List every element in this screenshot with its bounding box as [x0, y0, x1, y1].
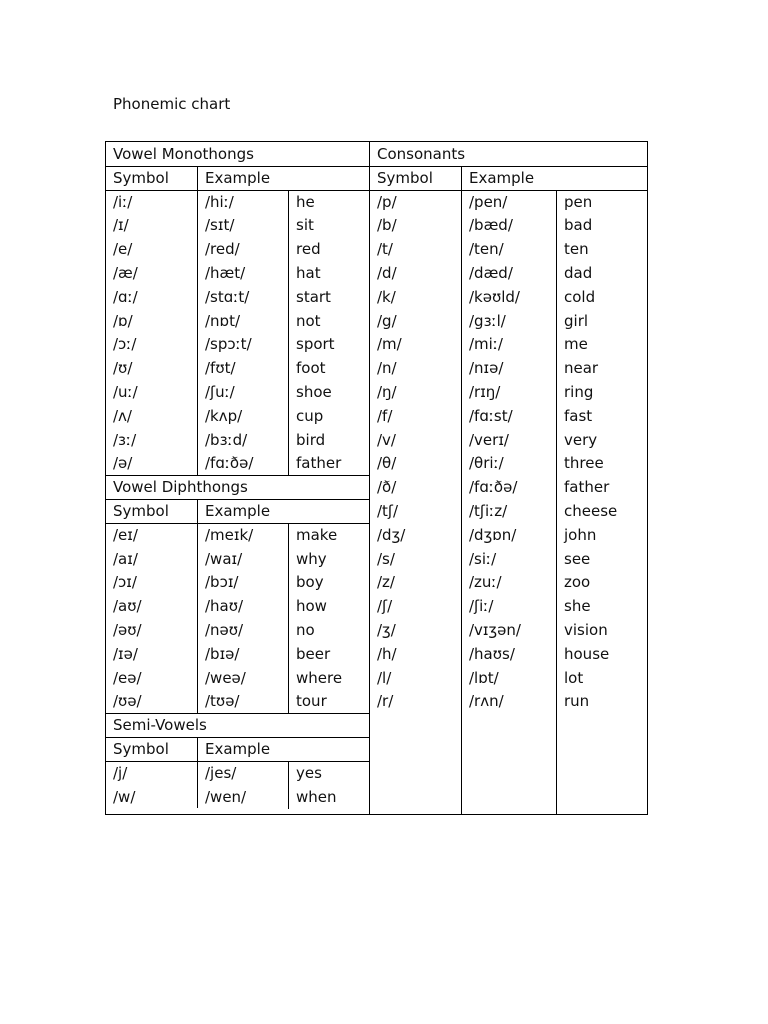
symbol-header: Symbol — [113, 740, 169, 758]
example-ipa: /waɪ/ — [205, 549, 243, 568]
section-heading: Vowel Monothongs — [113, 145, 254, 163]
phoneme-symbol: /r/ — [377, 692, 394, 711]
symbol-header: Symbol — [113, 502, 169, 520]
example-ipa: /nɒt/ — [205, 311, 241, 330]
section-divider — [106, 713, 369, 714]
example-ipa: /dæd/ — [469, 264, 513, 282]
example-ipa: /haʊ/ — [205, 597, 244, 616]
example-word: start — [296, 287, 331, 306]
phoneme-symbol: /k/ — [377, 287, 396, 306]
example-ipa: /tʊə/ — [205, 692, 240, 711]
phonemic-chart-table — [105, 141, 648, 815]
phoneme-symbol: /s/ — [377, 549, 395, 568]
phoneme-symbol: /aɪ/ — [113, 549, 138, 568]
column-rule — [556, 190, 557, 815]
example-word: tour — [296, 692, 327, 711]
section-heading: Vowel Diphthongs — [113, 478, 248, 497]
example-ipa: /tʃiːz/ — [469, 502, 508, 520]
phoneme-symbol: /əʊ/ — [113, 621, 142, 639]
example-word: how — [296, 597, 327, 616]
example-ipa: /hæt/ — [205, 264, 246, 282]
example-ipa: /fɑːst/ — [469, 406, 513, 425]
example-word: sit — [296, 216, 314, 235]
example-word: bird — [296, 430, 326, 449]
example-word: near — [564, 359, 599, 378]
phoneme-symbol: /θ/ — [377, 454, 397, 473]
example-word: make — [296, 525, 338, 544]
example-word: beer — [296, 644, 331, 663]
phoneme-symbol: /w/ — [113, 787, 136, 806]
example-header: Example — [205, 740, 271, 758]
example-ipa: /kʌp/ — [205, 406, 243, 425]
example-ipa: /ʃiː/ — [469, 597, 494, 616]
example-word: run — [564, 692, 590, 711]
example-word: fast — [564, 406, 593, 425]
phoneme-symbol: /ɑː/ — [113, 287, 138, 306]
section-divider — [106, 475, 369, 476]
example-word: shoe — [296, 383, 332, 401]
example-ipa: /nɪə/ — [469, 359, 504, 378]
symbol-header: Symbol — [113, 168, 169, 187]
phoneme-symbol: /j/ — [113, 763, 128, 782]
phoneme-symbol: /ə/ — [113, 454, 133, 473]
example-word: when — [296, 787, 337, 806]
example-ipa: /siː/ — [469, 549, 497, 568]
column-rule — [288, 523, 289, 713]
example-word: cup — [296, 406, 324, 425]
header-rule — [106, 190, 369, 191]
column-rule — [288, 190, 289, 476]
example-word: red — [296, 240, 321, 259]
example-word: father — [296, 454, 342, 473]
phoneme-symbol: /ɪ/ — [113, 216, 129, 235]
section-heading: Semi-Vowels — [113, 716, 207, 735]
phoneme-symbol: /tʃ/ — [377, 502, 399, 520]
example-word: me — [564, 335, 588, 354]
phoneme-symbol: /t/ — [377, 240, 393, 259]
example-ipa: /fɑːðə/ — [205, 454, 254, 473]
example-ipa: /fʊt/ — [205, 359, 236, 378]
center-divider — [369, 142, 370, 815]
example-word: see — [564, 549, 591, 568]
phoneme-symbol: /ɒ/ — [113, 311, 133, 330]
phoneme-symbol: /m/ — [377, 335, 402, 354]
phoneme-symbol: /ʊə/ — [113, 692, 142, 711]
example-ipa: /lɒt/ — [469, 668, 499, 687]
example-word: hat — [296, 264, 321, 282]
example-ipa: /bɪə/ — [205, 644, 240, 663]
example-word: three — [564, 454, 604, 473]
example-word: ten — [564, 240, 589, 259]
phoneme-symbol: /eə/ — [113, 668, 142, 687]
example-ipa: /hiː/ — [205, 192, 234, 211]
example-word: ring — [564, 383, 594, 401]
phoneme-symbol: /p/ — [377, 192, 397, 211]
phoneme-symbol: /ʃ/ — [377, 597, 393, 616]
example-ipa: /red/ — [205, 240, 240, 259]
example-word: she — [564, 597, 591, 616]
phoneme-symbol: /ŋ/ — [377, 383, 397, 401]
example-word: very — [564, 430, 598, 449]
heading-rule — [369, 166, 648, 167]
phoneme-symbol: /ɔɪ/ — [113, 573, 137, 592]
phoneme-symbol: /l/ — [377, 668, 392, 687]
example-ipa: /weə/ — [205, 668, 246, 687]
example-word: where — [296, 668, 343, 687]
column-rule — [197, 499, 198, 713]
example-word: vision — [564, 621, 608, 639]
example-ipa: /haʊs/ — [469, 644, 515, 663]
example-word: why — [296, 549, 327, 568]
header-rule — [369, 190, 648, 191]
column-rule — [288, 761, 289, 809]
column-rule — [197, 166, 198, 475]
symbol-header: Symbol — [377, 168, 433, 187]
phoneme-symbol: /æ/ — [113, 264, 138, 282]
example-word: he — [296, 192, 315, 211]
example-ipa: /nəʊ/ — [205, 621, 244, 639]
page-title: Phonemic chart — [113, 95, 231, 113]
example-word: house — [564, 644, 610, 663]
heading-rule — [106, 499, 369, 500]
example-ipa: /zuː/ — [469, 573, 502, 592]
example-ipa: /wen/ — [205, 787, 247, 806]
example-ipa: /pen/ — [469, 192, 508, 211]
column-rule — [461, 166, 462, 815]
phoneme-symbol: /d/ — [377, 264, 397, 282]
example-word: cheese — [564, 502, 618, 520]
example-ipa: /spɔːt/ — [205, 335, 252, 354]
example-ipa: /bɔɪ/ — [205, 573, 239, 592]
example-ipa: /bæd/ — [469, 216, 513, 235]
example-ipa: /bɜːd/ — [205, 430, 248, 449]
phoneme-symbol: /f/ — [377, 406, 393, 425]
phoneme-symbol: /g/ — [377, 311, 397, 330]
example-header: Example — [205, 168, 271, 187]
phoneme-symbol: /ð/ — [377, 478, 397, 497]
header-rule — [106, 761, 369, 762]
example-word: cold — [564, 287, 596, 306]
example-ipa: /vɪʒən/ — [469, 621, 521, 639]
phoneme-symbol: /ʒ/ — [377, 621, 396, 639]
phoneme-symbol: /aʊ/ — [113, 597, 142, 616]
example-ipa: /fɑːðə/ — [469, 478, 518, 497]
example-ipa: /jes/ — [205, 763, 237, 782]
phoneme-symbol: /v/ — [377, 430, 396, 449]
example-ipa: /rʌn/ — [469, 692, 504, 711]
phoneme-symbol: /uː/ — [113, 383, 138, 401]
phoneme-symbol: /iː/ — [113, 192, 133, 211]
example-ipa: /meɪk/ — [205, 525, 254, 544]
phoneme-symbol: /eɪ/ — [113, 525, 138, 544]
example-word: girl — [564, 311, 589, 330]
example-ipa: /stɑːt/ — [205, 287, 250, 306]
phoneme-symbol: /dʒ/ — [377, 525, 406, 544]
example-header: Example — [469, 168, 535, 187]
phoneme-symbol: /b/ — [377, 216, 397, 235]
phoneme-symbol: /ɪə/ — [113, 644, 138, 663]
example-word: sport — [296, 335, 335, 354]
phoneme-symbol: /ɜː/ — [113, 430, 137, 449]
example-word: zoo — [564, 573, 591, 592]
example-ipa: /gɜːl/ — [469, 311, 506, 330]
example-word: john — [564, 525, 597, 544]
example-ipa: /ʃuː/ — [205, 383, 235, 401]
heading-rule — [106, 737, 369, 738]
example-ipa: /θriː/ — [469, 454, 504, 473]
example-word: dad — [564, 264, 593, 282]
phoneme-symbol: /ʌ/ — [113, 406, 132, 425]
phoneme-symbol: /n/ — [377, 359, 397, 378]
example-ipa: /verɪ/ — [469, 430, 509, 449]
example-word: lot — [564, 668, 584, 687]
example-word: father — [564, 478, 610, 497]
example-word: pen — [564, 192, 593, 211]
example-ipa: /sɪt/ — [205, 216, 235, 235]
phoneme-symbol: /e/ — [113, 240, 133, 259]
column-rule — [197, 737, 198, 808]
example-ipa: /rɪŋ/ — [469, 383, 501, 401]
section-heading: Consonants — [377, 145, 466, 163]
example-word: bad — [564, 216, 593, 235]
phoneme-symbol: /z/ — [377, 573, 395, 592]
example-ipa: /dʒɒn/ — [469, 525, 517, 544]
phoneme-symbol: /ɔː/ — [113, 335, 137, 354]
phoneme-symbol: /h/ — [377, 644, 397, 663]
example-header: Example — [205, 502, 271, 520]
example-word: foot — [296, 359, 326, 378]
example-ipa: /ten/ — [469, 240, 504, 259]
example-word: not — [296, 311, 321, 330]
heading-rule — [106, 166, 369, 167]
example-word: boy — [296, 573, 324, 592]
example-ipa: /kəʊld/ — [469, 287, 520, 306]
phoneme-symbol: /ʊ/ — [113, 359, 133, 378]
example-word: yes — [296, 763, 322, 782]
example-word: no — [296, 621, 315, 639]
example-ipa: /miː/ — [469, 335, 503, 354]
